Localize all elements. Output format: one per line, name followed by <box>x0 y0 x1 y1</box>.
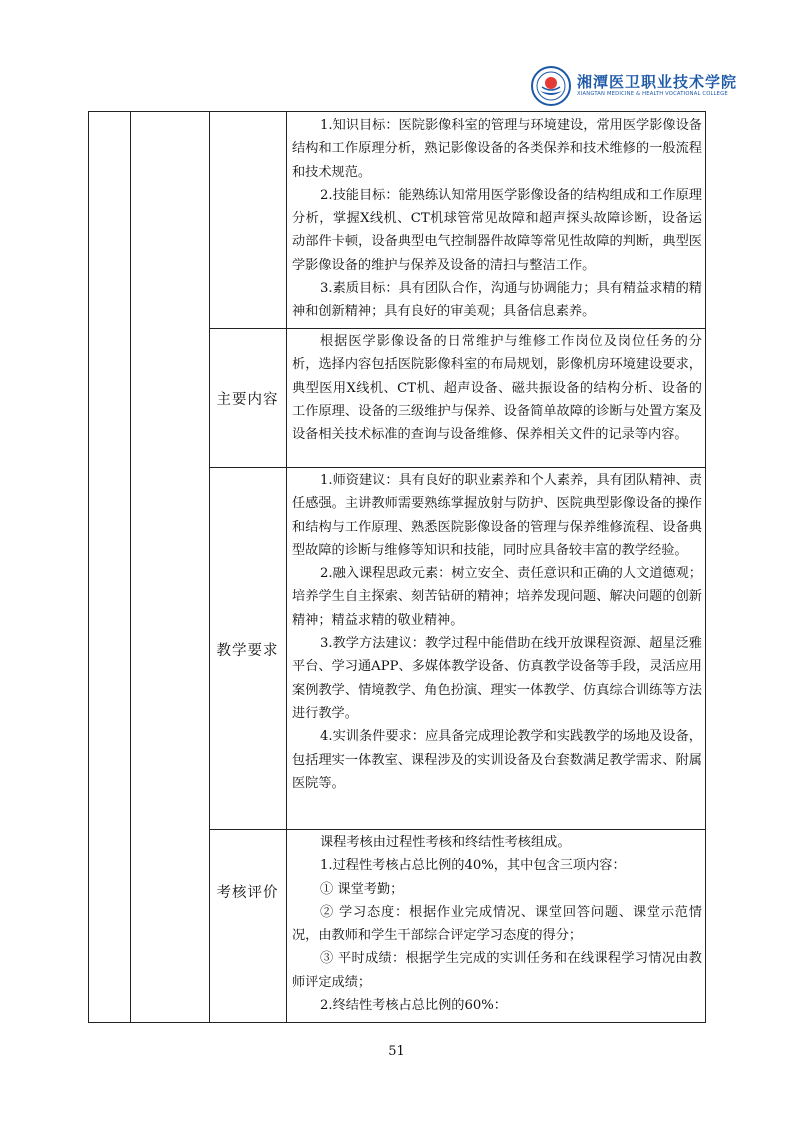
teaching-faculty: 1.师资建议：具有良好的职业素养和个人素养，具有团队精神、责任感强。主讲教师需要熟练掌握放射与防护、医院典型影像设备的操作和结构与工作原理、熟悉医院影像设备的管理与保养维修流程、设备典型故障的诊断与维修等知识和技能，同时应具备较丰富的教学经验。 <box>292 473 702 558</box>
assessment-intro: 课程考核由过程性考核和终结性考核组成。 <box>320 835 571 850</box>
teaching-conditions: 4.实训条件要求：应具备完成理论教学和实践教学的场地及设备，包括理实一体教室、课程涉及的实训设备及台套数满足教学需求、附属医院等。 <box>292 729 702 791</box>
content-label: 主要内容 <box>216 392 279 408</box>
assessment-label: 考核评价 <box>216 885 279 901</box>
content-cell <box>292 330 702 446</box>
teaching-methods: 3.教学方法建议：教学过程中能借助在线开放课程资源、超星泛雅平台、学习通APP、多媒体教学设备、仿真教学设备等手段，灵活应用案例教学、情境教学、角色扮演、理实一体教学、仿真综合训练等方法进行教学。 <box>292 636 702 721</box>
row-divider <box>209 328 705 329</box>
course-table <box>88 111 706 1023</box>
college-name: 湘潭医卫职业技术学院 <box>577 73 738 91</box>
row-divider <box>209 467 705 468</box>
assessment-process: 1.过程性考核占总比例的40%，其中包含三项内容： <box>320 858 626 874</box>
column-divider <box>286 112 287 1022</box>
teaching-cell <box>292 469 702 795</box>
row-divider <box>209 829 705 830</box>
college-logo <box>531 66 738 110</box>
objectives-cell <box>292 114 702 324</box>
college-seal-icon <box>531 66 571 106</box>
objective-skill: 2.技能目标：能熟练认知常用医学影像设备的结构组成和工作原理分析，掌握X线机、CT机球管常见故障和超声探头故障诊断，设备运动部件卡顿，设备典型电气控制器件故障等常见性故障的判断，典型医学影像设备的维护与保养及设备的清扫与整洁工作。 <box>292 187 702 273</box>
assessment-attendance: ① 课堂考勤； <box>320 881 404 897</box>
assessment-attitude: ② 学习态度：根据作业完成情况、课堂回答问题、课堂示范情况，由教师和学生干部综合评定学习态度的得分； <box>292 904 702 944</box>
content-paragraph: 根据医学影像设备的日常维护与维修工作岗位及岗位任务的分析，选择内容包括医院影像科室的布局规划，影像机房环境建设要求，典型医用X线机、CT机、超声设备、磁共振设备的结构分析、设备的工作原理、设备的三级维护与保养、设备简单故障的诊断与处置方案及设备相关技术标准的查询与设备维修、保养相关文件的记录等内容。 <box>292 334 702 443</box>
objective-knowledge: 1.知识目标：医院影像科室的管理与环境建设，常用医学影像设备结构和工作原理分析，熟记影像设备的各类保养和技术维修的一般流程和技术规范。 <box>292 118 702 180</box>
college-name-en: XIANGTAN MEDICINE & HEALTH VOCATIONAL COLLEGE <box>577 91 728 97</box>
objective-quality: 3.素质目标：具有团队合作，沟通与协调能力；具有精益求精的精神和创新精神；具有良好的审美观；具备信息素养。 <box>292 281 702 320</box>
teaching-label: 教学要求 <box>216 643 279 659</box>
assessment-final: 2.终结性考核占总比例的60%： <box>320 998 507 1014</box>
assessment-regular: ③ 平时成绩：根据学生完成的实训任务和在线课程学习情况由教师评定成绩； <box>292 951 702 990</box>
column-divider <box>130 112 131 1022</box>
page-number: 51 <box>388 1044 405 1059</box>
teaching-ideology: 2.融入课程思政元素：树立安全、责任意识和正确的人文道德观；培养学生自主探索、刻苦钻研的精神；培养发现问题、解决问题的创新精神；精益求精的敬业精神。 <box>292 566 702 628</box>
assessment-cell <box>292 831 702 1017</box>
